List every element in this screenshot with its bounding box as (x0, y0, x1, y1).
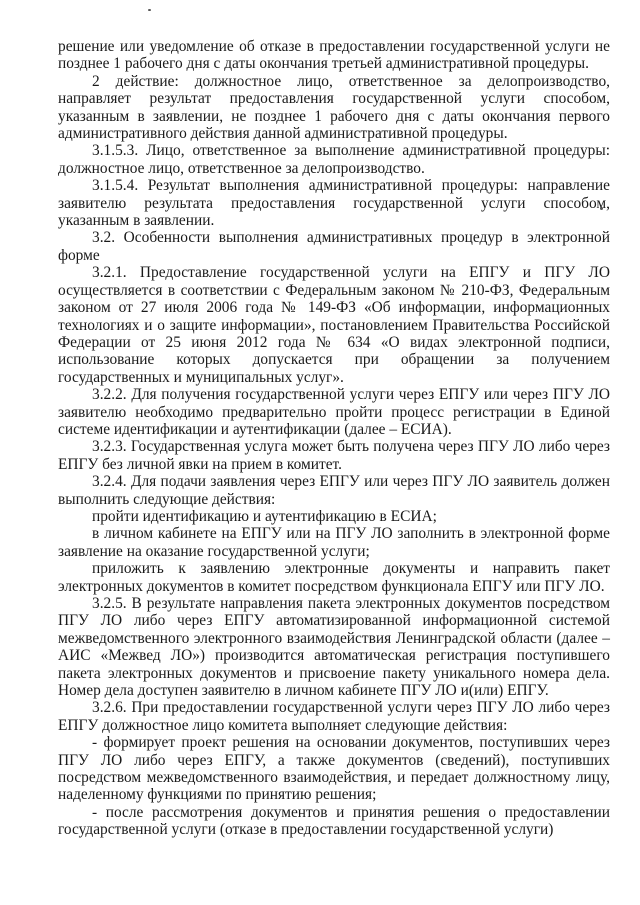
paragraph: 3.2.3. Государственная услуга может быть получена через ПГУ ЛО либо через ЕПГУ без личной явки на прием в комитет. (58, 438, 610, 473)
list-item: приложить к заявлению электронные документы и направить пакет электронных документов в комитет посредством функционала ЕПГУ или ПГУ ЛО. (58, 560, 610, 595)
paragraph: 3.2.1. Предоставление государственной услуги на ЕПГУ и ПГУ ЛО осуществляется в соответствии с Федеральным законом № 210-ФЗ, Федеральным законом от 27 июля 2006 года № 149-ФЗ «Об информации, информационных технологиях и о защите информации», постановлением Правительства Российской Федерации от 25 июня 2012 года № 634 «О видах электронной подписи, использование которых допускается при обращении за получением государственных и муниципальных услуг». (58, 264, 610, 386)
list-item: пройти идентификацию и аутентификацию в ЕСИА; (92, 507, 437, 525)
section-heading: 3.2. Особенности выполнения административных процедур в электронной форме (58, 229, 610, 264)
paragraph: 3.2.5. В результате направления пакета электронных документов посредством ПГУ ЛО либо через ЕПГУ автоматизированной информационной системой межведомственного электронного взаимодействия Ленинградской области (далее – АИС «Межвед ЛО») производится автоматическая регистрация поступившего пакета электронных документов и присвоение пакету уникального номера дела. Номер дела доступен заявителю в личном кабинете ПГУ ЛО и(или) ЕПГУ. (58, 595, 610, 700)
scan-speck (148, 9, 151, 11)
paragraph: 3.1.5.4. Результат выполнения административной процедуры: направление заявителю результата предоставления государственной услуги способом, указанным в заявлении. (58, 177, 610, 230)
paragraph: 3.2.4. Для подачи заявления через ЕПГУ или через ПГУ ЛО заявитель должен выполнить следующие действия: (58, 473, 610, 508)
list-item: - после рассмотрения документов и принятия решения о предоставлении государственной услуги (отказе в предоставлении государственной услуги) (58, 803, 610, 839)
list-item: в личном кабинете на ЕПГУ или на ПГУ ЛО заполнить в электронной форме заявление на оказание государственной услуги; (58, 525, 610, 560)
paragraph: 3.1.5.3. Лицо, ответственное за выполнение административной процедуры: должностное лицо, ответственное за делопроизводство. (58, 142, 610, 177)
list-item: - формирует проект решения на основании документов, поступивших через ПГУ ЛО либо через ЕПГУ, а также документов (сведений), поступивших посредством межведомственного взаимодействия, и передает должностному лицу, наделенному функциями по принятию решения; (58, 734, 610, 804)
paragraph: 3.2.6. При предоставлении государственной услуги через ПГУ ЛО либо через ЕПГУ должностное лицо комитета выполняет следующие действия: (58, 699, 610, 734)
paragraph: решение или уведомление об отказе в предоставлении государственной услуги не позднее 1 рабочего дня с даты окончания третьей административной процедуры. (58, 38, 610, 73)
paragraph: 2 действие: должностное лицо, ответственное за делопроизводство, направляет результат предоставления государственной услуги способом, указанным в заявлении, не позднее 1 рабочего дня с даты окончания первого административного действия данной административной процедуры. (58, 72, 610, 143)
paragraph: 3.2.2. Для получения государственной услуги через ЕПГУ или через ПГУ ЛО заявителю необходимо предварительно пройти процесс регистрации в Единой системе идентификации и аутентификации (далее – ЕСИА). (58, 386, 610, 438)
document-body (58, 38, 610, 839)
